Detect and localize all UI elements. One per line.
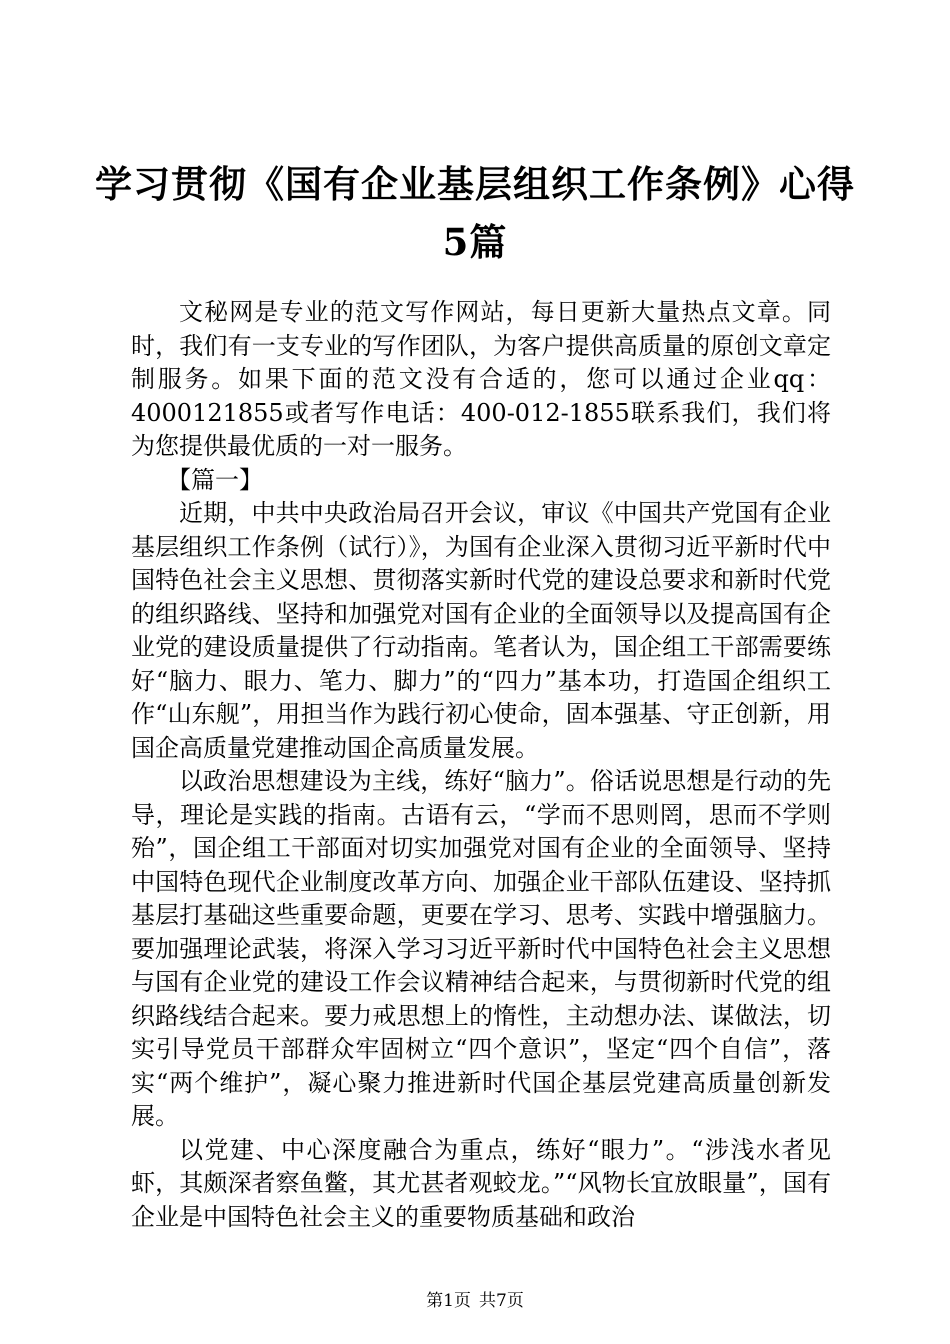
body-paragraph: 以政治思想建设为主线，练好“脑力”。俗话说思想是行动的先导，理论是实践的指南。古语有云，“学而不思则罔，思而不学则殆”，国企组工干部面对切实加强党对国有企业的全面领导、坚持中国特色现代企业制度改革方向、加强企业干部队伍建设、坚持抓基层打基础这些重要命题，更要在学习、思考、实践中增强脑力。要加强理论武装，将深入学习习近平新时代中国特色社会主义思想与国有企业党的建设工作会议精神结合起来，与贯彻新时代党的组织路线结合起来。要力戒思想上的惰性，主动想办法、谋做法，切实引导党员干部群众牢固树立“四个意识”，坚定“四个自信”，落实“两个维护”，凝心聚力推进新时代国企基层党建高质量创新发展。 xyxy=(131,767,831,1130)
body-paragraph: 近期，中共中央政治局召开会议，审议《中国共产党国有企业基层组织工作条例（试行）》，为国有企业深入贯彻习近平新时代中国特色社会主义思想、贯彻落实新时代党的建设总要求和新时代党的组织路线、坚持和加强党对国有企业的全面领导以及提高国有企业党的建设质量提供了行动指南。笔者认为，国企组工干部需要练好“脑力、眼力、笔力、脚力”的“四力”基本功，打造国企组织工作“山东舰”，用担当作为践行初心使命，固本强基、守正创新，用国企高质量党建推动国企高质量发展。 xyxy=(131,499,831,762)
page-number: 第1页 xyxy=(426,1291,471,1311)
page-total: 共7页 xyxy=(479,1291,524,1311)
document-title-line-1: 学习贯彻《国有企业基层组织工作条例》心得 xyxy=(95,162,855,206)
document-body xyxy=(131,296,831,1234)
body-paragraph: 以党建、中心深度融合为重点，练好“眼力”。“涉浅水者见虾，其颇深者察鱼鳖，其尤甚者观蛟龙。”“风物长宜放眼量”，国有企业是中国特色社会主义的重要物质基础和政治 xyxy=(131,1135,831,1231)
page-footer xyxy=(0,1290,950,1312)
document-title-line-2: 5篇 xyxy=(442,220,508,264)
section-marker: 【篇一】 xyxy=(167,465,263,494)
intro-paragraph: 文秘网是专业的范文写作网站，每日更新大量热点文章。同时，我们有一支专业的写作团队，为客户提供高质量的原创文章定制服务。如果下面的范文没有合适的，您可以通过企业qq：4000121855或者写作电话：400-012-1855联系我们，我们将为您提供最优质的一对一服务。 xyxy=(131,298,831,460)
